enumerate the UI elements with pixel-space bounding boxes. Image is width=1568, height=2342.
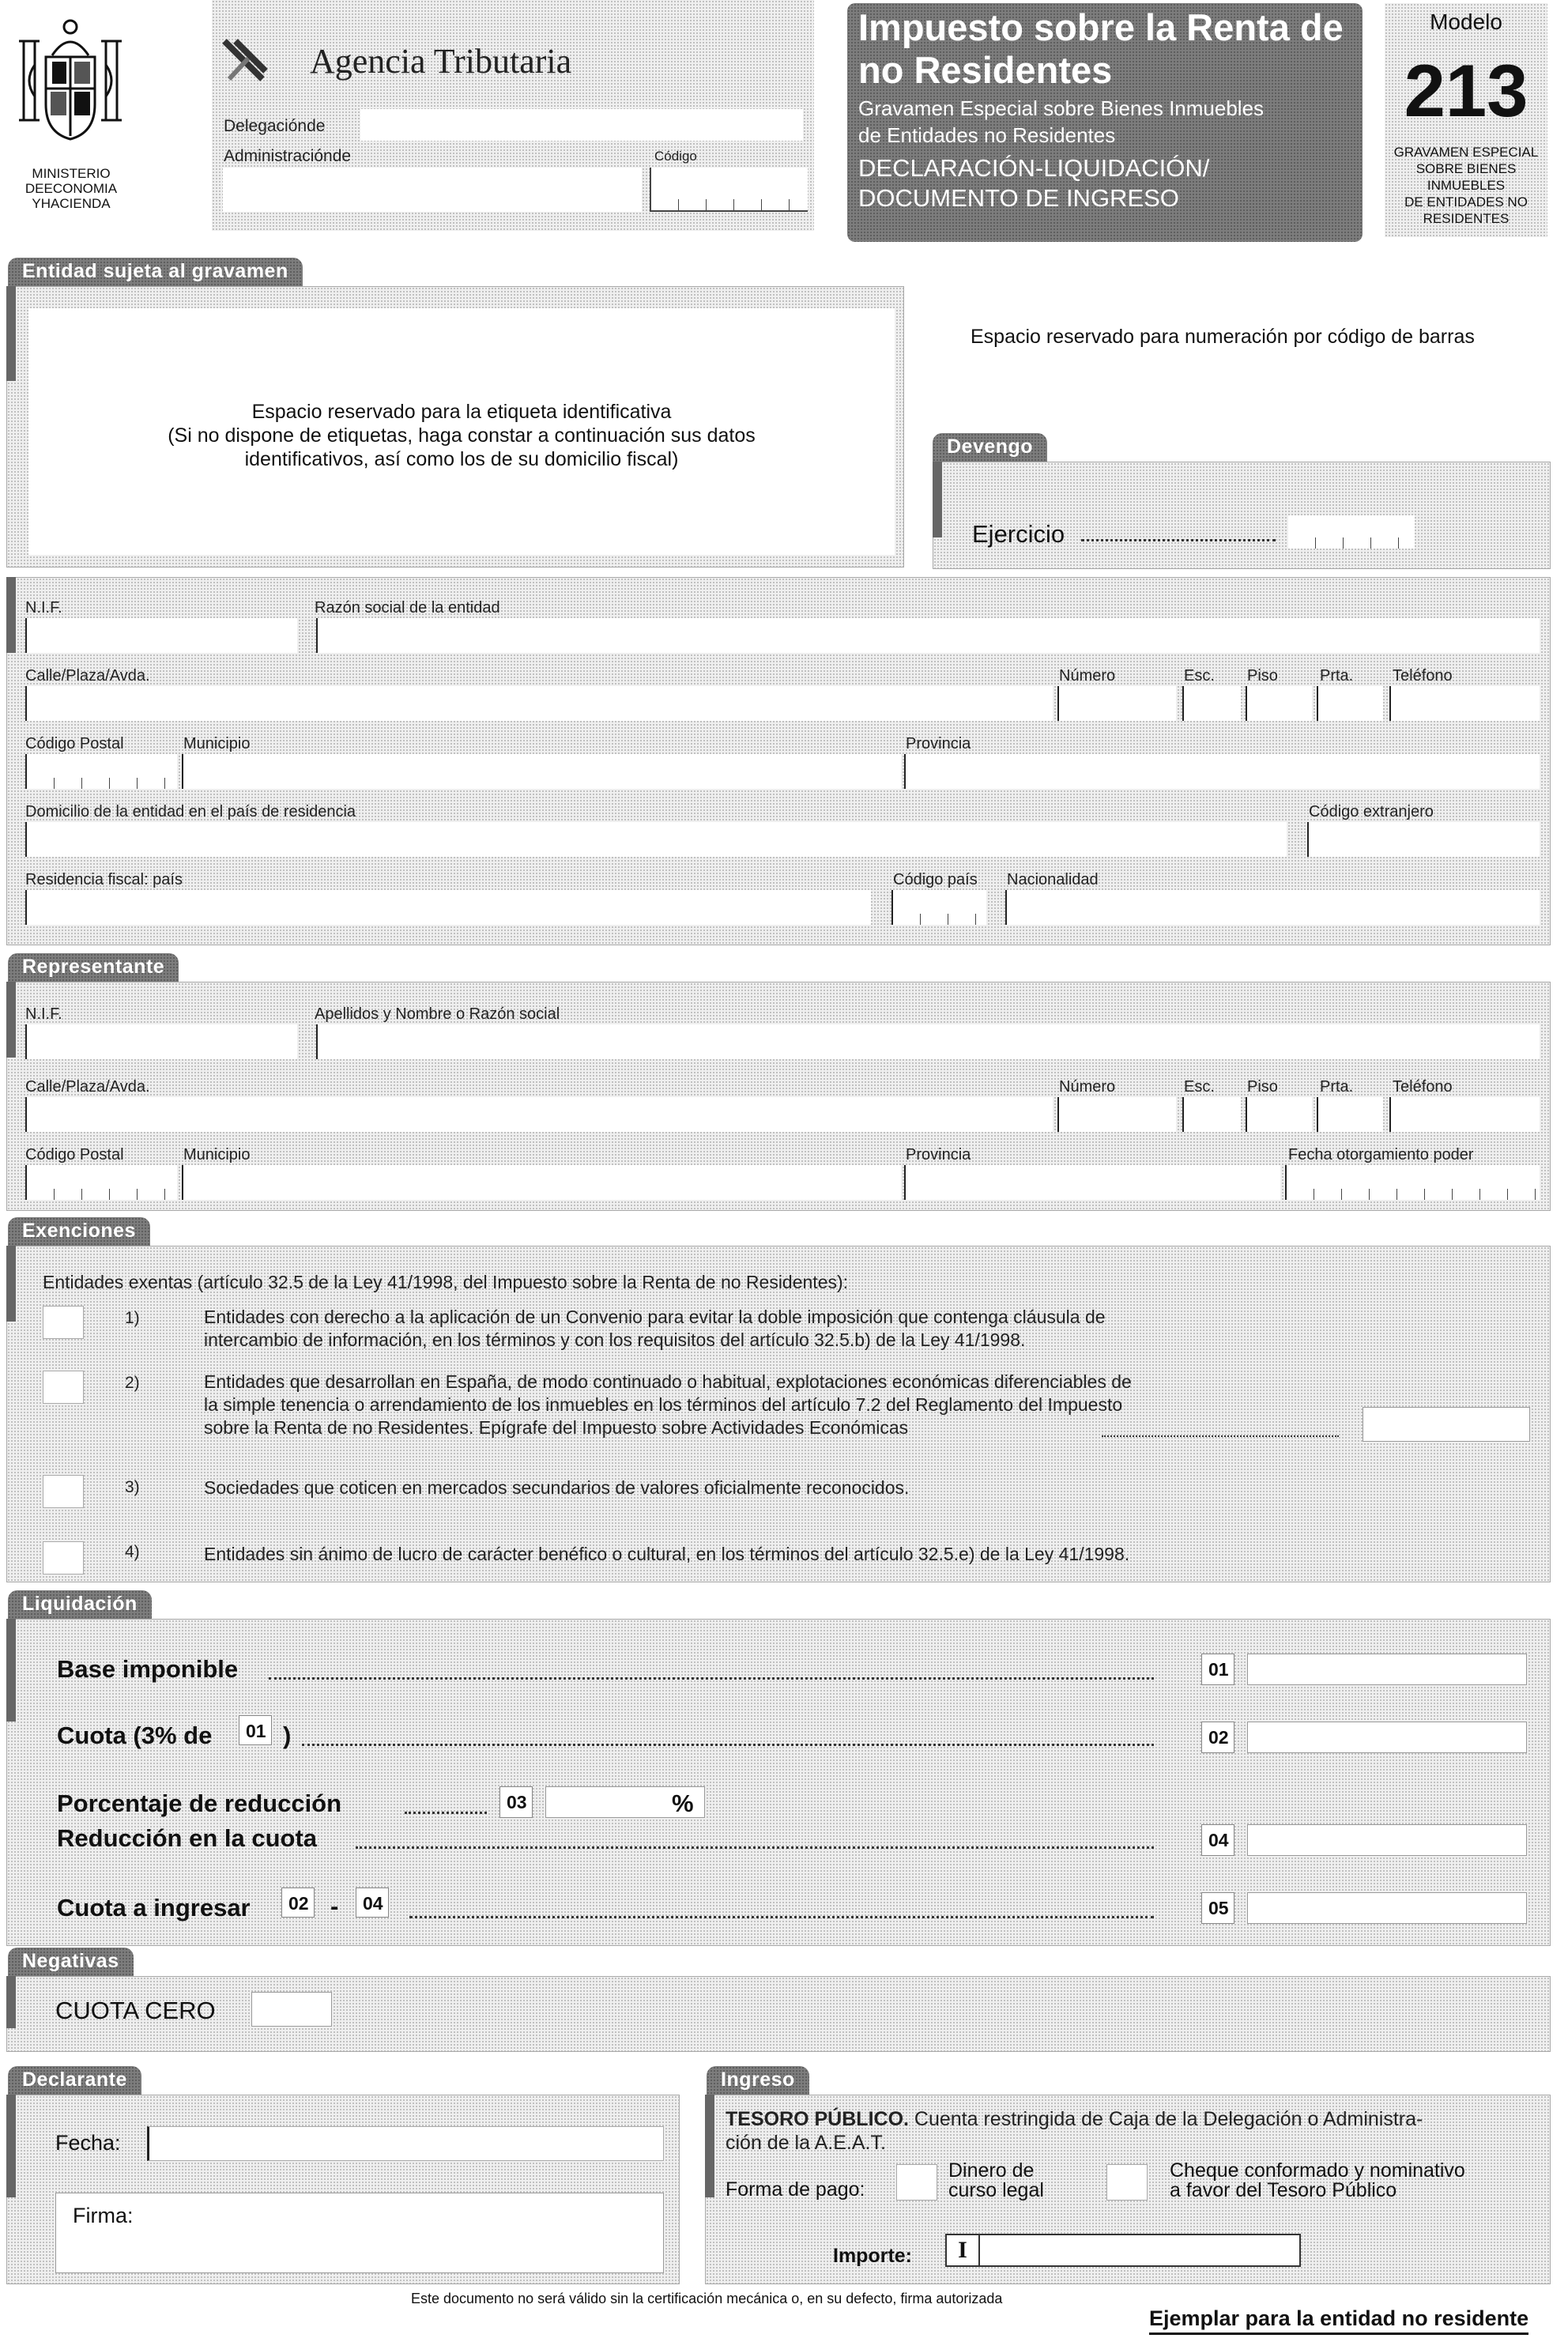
residencia-label: Residencia fiscal: país [25, 871, 183, 888]
title-text [858, 6, 1356, 213]
barcode-note: Espacio reservado para numeración por código de barras [971, 326, 1475, 348]
amount-04-field[interactable] [1247, 1824, 1527, 1856]
code-03: 03 [499, 1786, 533, 1818]
devengo-tab: Devengo [933, 433, 1047, 463]
rep-numero-field[interactable] [1057, 1097, 1176, 1132]
ejercicio-leader [1081, 539, 1276, 541]
exencion-1-text [204, 1306, 1532, 1352]
importe-prefix: I [947, 2235, 980, 2265]
domicilio-label: Domicilio de la entidad en el país de residencia [25, 803, 356, 820]
rep-fecha-poder-label: Fecha otorgamiento poder [1288, 1146, 1474, 1163]
ministry-line-2: DEECONOMIA [24, 181, 118, 196]
razon-label: Razón social de la entidad [315, 599, 500, 617]
rep-fecha-poder-field[interactable] [1285, 1165, 1540, 1200]
rep-esc-field[interactable] [1182, 1097, 1241, 1132]
rep-nombre-label: Apellidos y Nombre o Razón social [315, 1005, 560, 1023]
rep-piso-label: Piso [1247, 1078, 1278, 1096]
ejercicio-field[interactable] [1288, 515, 1415, 549]
exenciones-tab: Exenciones [8, 1217, 150, 1247]
rep-municipio-field[interactable] [182, 1165, 901, 1200]
ministry-line-1: MINISTERIO [32, 166, 111, 181]
code-02: 02 [1201, 1722, 1234, 1753]
forma-pago-label: Forma de pago: [726, 2178, 865, 2201]
esc-label: Esc. [1184, 667, 1215, 684]
code-01: 01 [1201, 1654, 1234, 1685]
municipio-label: Municipio [183, 735, 251, 752]
subtitle-line-1: Gravamen Especial sobre Bienes Inmuebles [858, 96, 1265, 120]
codigo-pais-field[interactable] [891, 890, 986, 925]
rep-telefono-field[interactable] [1389, 1097, 1540, 1132]
prta-label: Prta. [1320, 667, 1354, 684]
provincia-label: Provincia [906, 735, 971, 752]
ministry-line-3: YHACIENDA [32, 196, 111, 211]
rep-esc-label: Esc. [1184, 1078, 1215, 1096]
section-bar [6, 982, 16, 1058]
copy-label: Ejemplar para la entidad no residente [1149, 2306, 1528, 2335]
label-space-line-1: Espacio reservado para la etiqueta identificativa [251, 401, 672, 423]
tesoro-line-2: ción de la A.E.A.T. [726, 2132, 886, 2154]
calle-label: Calle/Plaza/Avda. [25, 667, 150, 684]
section-bar [6, 1619, 16, 1722]
piso-label: Piso [1247, 667, 1278, 684]
numero-label: Número [1059, 667, 1116, 684]
section-bar [6, 1976, 16, 2028]
negativas-panel [6, 1976, 1551, 2052]
rep-calle-field[interactable] [25, 1097, 1053, 1132]
devengo-panel [933, 462, 1551, 569]
minus-sign: - [330, 1892, 339, 1920]
cheque-line-2: a favor del Tesoro Público [1170, 2179, 1397, 2201]
tesoro-text [726, 2107, 1540, 2155]
exencion-1-line-2: intercambio de información, en los términos y con los requisitos del artículo 32.5.b) de la Ley 41/1998. [204, 1329, 1026, 1350]
ingreso-tab: Ingreso [707, 2066, 809, 2096]
codigo-extranjero-label: Código extranjero [1309, 803, 1434, 820]
title-line-1: Impuesto sobre la Renta de [858, 6, 1344, 48]
section-bar [705, 2095, 714, 2197]
delegacion-label: Delegaciónde [224, 117, 326, 135]
exencion-2-checkbox[interactable] [43, 1371, 84, 1404]
rep-cp-label: Código Postal [25, 1146, 124, 1163]
exencion-2-line-3: sobre la Renta de no Residentes. Epígrafe del Impuesto sobre Actividades Económicas [204, 1417, 909, 1438]
nacionalidad-field[interactable] [1005, 890, 1540, 925]
doc-type-line-2: DOCUMENTO DE INGRESO [858, 184, 1179, 212]
tesoro-title: TESORO PÚBLICO. [726, 2108, 909, 2130]
tesoro-desc: Cuenta restringida de Caja de la Delegación o Administra- [908, 2108, 1423, 2130]
rep-nif-label: N.I.F. [25, 1005, 62, 1023]
exencion-2-line-2: la simple tenencia o arrendamiento de los inmuebles en los términos del artículo 7.2 del Reglamento del Impuesto [204, 1394, 1123, 1415]
label-space-text [28, 400, 895, 471]
percent-sign: % [672, 1789, 694, 1817]
exenciones-intro: Entidades exentas (artículo 32.5 de la Ley 41/1998, del Impuesto sobre la Renta de no Residentes): [43, 1272, 849, 1292]
exencion-1-num: 1) [125, 1309, 140, 1327]
cheque-line-1: Cheque conformado y nominativo [1170, 2159, 1465, 2182]
porcentaje-leader [405, 1812, 487, 1814]
prta-field[interactable] [1317, 686, 1383, 721]
dinero-line-1: Dinero de [948, 2159, 1035, 2182]
administracion-field[interactable] [223, 168, 642, 212]
rep-nombre-field[interactable] [316, 1024, 1540, 1059]
fecha-label: Fecha: [55, 2131, 121, 2155]
importe-label: Importe: [833, 2245, 912, 2267]
ministry-name [5, 166, 138, 211]
agency-name: Agencia Tributaria [310, 42, 572, 81]
amount-02-field[interactable] [1247, 1722, 1527, 1753]
exencion-3-text: Sociedades que coticen en mercados secundarios de valores oficialmente reconocidos. [204, 1477, 910, 1498]
base-imponible-label: Base imponible [57, 1655, 239, 1683]
ejercicio-label: Ejercicio [972, 520, 1065, 548]
validity-note: Este documento no será válido sin la certificación mecánica o, en su defecto, firma autorizada [411, 2291, 1003, 2306]
rep-prta-label: Prta. [1320, 1078, 1354, 1096]
esc-field[interactable] [1182, 686, 1241, 721]
fecha-field[interactable] [147, 2126, 664, 2161]
liquidacion-tab: Liquidación [8, 1590, 152, 1620]
reduccion-leader [356, 1846, 1154, 1849]
modelo-description [1385, 144, 1547, 227]
exencion-3-num: 3) [125, 1478, 140, 1496]
rep-prta-field[interactable] [1317, 1097, 1383, 1132]
cuota-leader [302, 1744, 1154, 1746]
importe-field[interactable] [945, 2234, 1301, 2267]
razon-field[interactable] [316, 618, 1540, 653]
label-space-line-2: (Si no dispone de etiquetas, haga constar a continuación sus datos [168, 424, 756, 447]
modelo-number: 213 [1404, 49, 1528, 132]
label-space-line-3: identificativos, así como los de su domicilio fiscal) [244, 448, 679, 470]
title-line-2: no Residentes [858, 49, 1113, 91]
section-bar [6, 286, 16, 381]
dinero-line-2: curso legal [948, 2179, 1044, 2201]
exencion-2-num: 2) [125, 1374, 140, 1392]
rep-cp-field[interactable] [25, 1165, 177, 1200]
amount-05-field[interactable] [1247, 1892, 1527, 1924]
modelo-desc-1: GRAVAMEN ESPECIAL [1393, 145, 1539, 160]
codigo-label: Código [654, 149, 697, 164]
rep-piso-field[interactable] [1246, 1097, 1312, 1132]
codigo-extranjero-field[interactable] [1307, 822, 1540, 857]
calle-field[interactable] [25, 686, 1053, 721]
dinero-checkbox[interactable] [896, 2164, 937, 2201]
exencion-4-checkbox[interactable] [43, 1541, 84, 1575]
codigo-pais-label: Código país [893, 871, 978, 888]
rep-municipio-label: Municipio [183, 1146, 251, 1163]
ref-04: 04 [356, 1888, 389, 1918]
exencion-2-text [204, 1371, 1342, 1439]
exencion-4-text: Entidades sin ánimo de lucro de carácter benéfico o cultural, en los términos del artículo 32.5.e) de la Ley 41/1998. [204, 1544, 1130, 1564]
doc-type-line-1: DECLARACIÓN-LIQUIDACIÓN/ [858, 154, 1210, 182]
rep-numero-label: Número [1059, 1078, 1116, 1096]
negativas-tab: Negativas [8, 1948, 134, 1978]
cuota-cero-checkbox[interactable] [251, 1992, 332, 2027]
telefono-field[interactable] [1389, 686, 1540, 721]
nif-label: N.I.F. [25, 599, 62, 617]
subtitle-line-2: de Entidades no Residentes [858, 123, 1116, 147]
administracion-label: Administraciónde [224, 147, 352, 165]
porcentaje-label: Porcentaje de reducción [57, 1789, 342, 1817]
dinero-label [948, 2161, 1044, 2201]
numero-field[interactable] [1057, 686, 1176, 721]
section-bar [933, 462, 942, 537]
section-bar [6, 577, 16, 653]
ingresar-leader [409, 1916, 1154, 1918]
exencion-1-line-1: Entidades con derecho a la aplicación de un Convenio para evitar la doble imposición que contenga cláusula de [204, 1307, 1106, 1327]
firma-label: Firma: [73, 2204, 134, 2227]
telefono-label: Teléfono [1393, 667, 1453, 684]
epigrafe-field[interactable] [1363, 1407, 1530, 1442]
epigrafe-leader [1102, 1435, 1339, 1437]
cheque-label [1170, 2161, 1465, 2201]
nif-field[interactable] [25, 618, 297, 653]
ref-02: 02 [281, 1888, 315, 1918]
agency-logo-icon [221, 35, 269, 82]
section-bar [6, 2095, 16, 2197]
nacionalidad-label: Nacionalidad [1007, 871, 1099, 888]
cuota-close: ) [283, 1722, 292, 1749]
representante-tab: Representante [8, 953, 179, 983]
delegacion-field[interactable] [360, 109, 803, 141]
exencion-4-num: 4) [125, 1543, 140, 1561]
section-bar [6, 1246, 16, 1322]
entidad-tab: Entidad sujeta al gravamen [8, 258, 303, 288]
rep-calle-label: Calle/Plaza/Avda. [25, 1078, 150, 1096]
code-04: 04 [1201, 1824, 1234, 1856]
rep-provincia-label: Provincia [906, 1146, 971, 1163]
tesoro-line-1 [726, 2107, 1540, 2131]
modelo-desc-4: DE ENTIDADES NO [1404, 194, 1528, 209]
coat-of-arms-icon [6, 9, 134, 168]
codigo-field[interactable] [650, 168, 808, 212]
cuota-cero-label: CUOTA CERO [55, 1997, 216, 2024]
piso-field[interactable] [1246, 686, 1312, 721]
exencion-1-checkbox[interactable] [43, 1306, 84, 1339]
reduccion-label: Reducción en la cuota [57, 1824, 318, 1852]
amount-01-field[interactable] [1247, 1654, 1527, 1685]
rep-nif-field[interactable] [25, 1024, 297, 1059]
cp-label: Código Postal [25, 735, 124, 752]
provincia-field[interactable] [904, 754, 1540, 789]
residencia-field[interactable] [25, 890, 871, 925]
cuota-label: Cuota (3% de [57, 1722, 213, 1749]
cuota-ingresar-label: Cuota a ingresar [57, 1894, 251, 1921]
rep-telefono-label: Teléfono [1393, 1078, 1453, 1096]
domicilio-field[interactable] [25, 822, 1287, 857]
modelo-desc-5: RESIDENTES [1423, 211, 1510, 226]
declarante-tab: Declarante [8, 2066, 141, 2096]
rep-provincia-field[interactable] [904, 1165, 1280, 1200]
firma-box[interactable] [55, 2193, 664, 2273]
base-leader [269, 1677, 1154, 1680]
modelo-label: Modelo [1430, 9, 1502, 34]
cheque-checkbox[interactable] [1106, 2164, 1148, 2201]
exencion-3-checkbox[interactable] [43, 1475, 84, 1508]
cp-field[interactable] [25, 754, 177, 789]
modelo-desc-2: SOBRE BIENES [1415, 161, 1517, 176]
code-05: 05 [1201, 1892, 1234, 1924]
exencion-2-line-1: Entidades que desarrollan en España, de modo continuado o habitual, explotaciones económicas diferenciables de [204, 1371, 1132, 1392]
cuota-ref-01: 01 [239, 1715, 272, 1745]
modelo-desc-3: INMUEBLES [1427, 178, 1506, 193]
municipio-field[interactable] [182, 754, 901, 789]
